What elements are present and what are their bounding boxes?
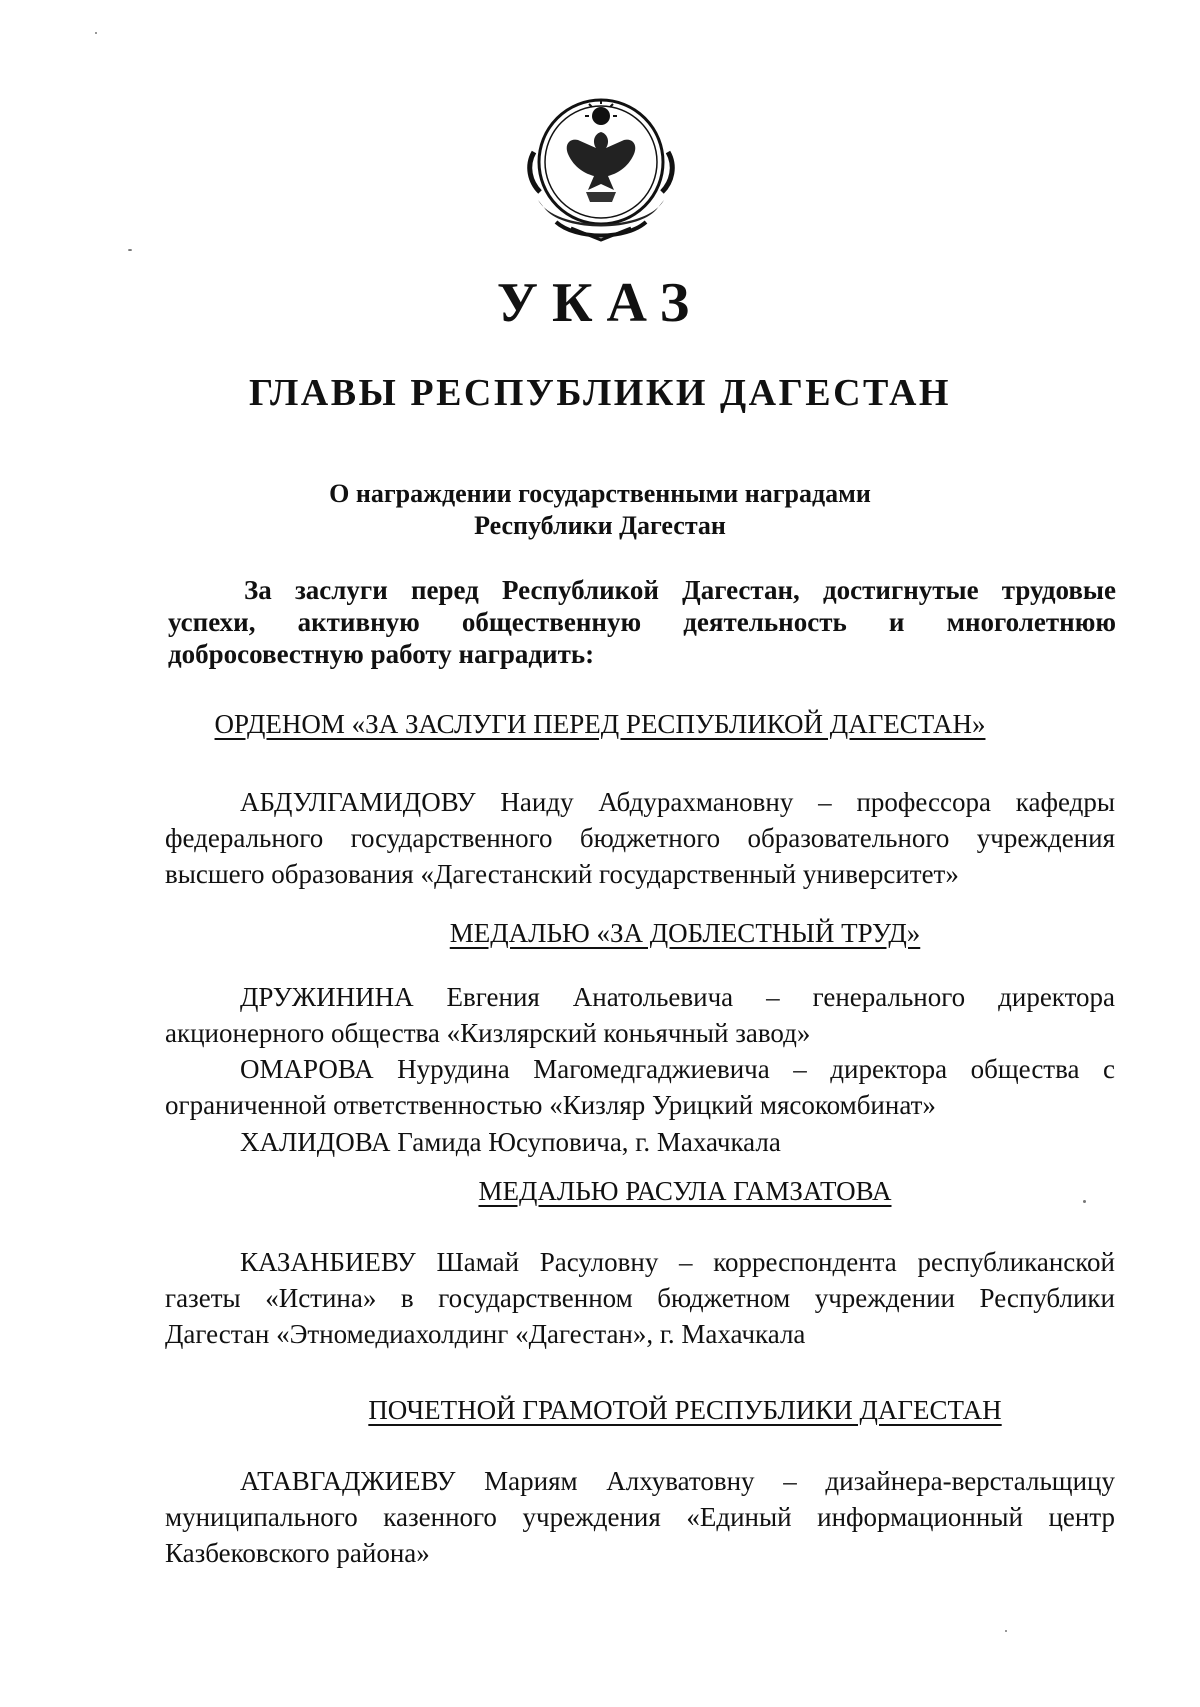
- award-heading-medal-valiant-labor: МЕДАЛЬЮ «ЗА ДОБЛЕСТНЫЙ ТРУД»: [449, 918, 921, 948]
- decree-title: УКАЗ: [496, 272, 704, 334]
- entry-line: муниципального казенного учреждения «Единый информационный центр: [165, 1502, 1115, 1532]
- decree-topic: [300, 478, 900, 542]
- scan-speck: [1083, 1200, 1086, 1203]
- award-entry: [165, 1244, 1115, 1352]
- scan-speck: [128, 249, 132, 251]
- entry-line: ОМАРОВА Нурудина Магомедгаджиевича – директора общества с: [240, 1054, 1115, 1084]
- scan-speck: [1005, 1630, 1007, 1632]
- award-heading-order: ОРДЕНОМ «ЗА ЗАСЛУГИ ПЕРЕД РЕСПУБЛИКОЙ ДАГЕСТАН»: [214, 709, 986, 739]
- entry-line: АТАВГАДЖИЕВУ Мариям Алхуватовну – дизайнера-верстальщицу: [240, 1466, 1115, 1496]
- decree-intro: [168, 574, 1116, 670]
- entry-line: ДРУЖИНИНА Евгения Анатольевича – генерального директора: [240, 982, 1115, 1012]
- entry-line: АБДУЛГАМИДОВУ Наиду Абдурахмановну – профессора кафедры: [240, 787, 1115, 817]
- intro-line: успехи, активную общественную деятельность и многолетнюю: [168, 607, 1116, 637]
- entry-line: ограниченной ответственностью «Кизляр Урицкий мясокомбинат»: [165, 1090, 936, 1120]
- award-entry: [165, 1463, 1115, 1571]
- award-entry: [165, 784, 1115, 892]
- topic-line: О награждении государственными наградами: [329, 479, 871, 508]
- intro-line: За заслуги перед Республикой Дагестан, достигнутые трудовые: [244, 575, 1116, 605]
- entry-line: ХАЛИДОВА Гамида Юсуповича, г. Махачкала: [240, 1127, 781, 1157]
- award-entry: [165, 979, 1115, 1051]
- entry-line: КАЗАНБИЕВУ Шамай Расуловну – корреспондента республиканской: [240, 1247, 1115, 1277]
- award-heading-certificate: ПОЧЕТНОЙ ГРАМОТОЙ РЕСПУБЛИКИ ДАГЕСТАН: [368, 1395, 1002, 1425]
- award-entry: [165, 1124, 1115, 1160]
- award-heading-medal-gamzatov: МЕДАЛЬЮ РАСУЛА ГАМЗАТОВА: [478, 1176, 892, 1206]
- award-entry: [165, 1051, 1115, 1123]
- entry-line: федерального государственного бюджетного образовательного учреждения: [165, 823, 1115, 853]
- entry-line: высшего образования «Дагестанский государственный университет»: [165, 859, 959, 889]
- scan-speck: [95, 32, 97, 34]
- entry-line: акционерного общества «Кизлярский коньячный завод»: [165, 1018, 811, 1048]
- coat-of-arms-emblem: [516, 82, 686, 252]
- entry-line: Казбековского района»: [165, 1538, 430, 1568]
- entry-line: газеты «Истина» в государственном бюджетном учреждении Республики: [165, 1283, 1115, 1313]
- intro-line: добросовестную работу наградить:: [168, 639, 595, 669]
- topic-line: Республики Дагестан: [474, 511, 726, 540]
- decree-subtitle: ГЛАВЫ РЕСПУБЛИКИ ДАГЕСТАН: [249, 372, 951, 414]
- entry-line: Дагестан «Этномедиахолдинг «Дагестан», г. Махачкала: [165, 1319, 806, 1349]
